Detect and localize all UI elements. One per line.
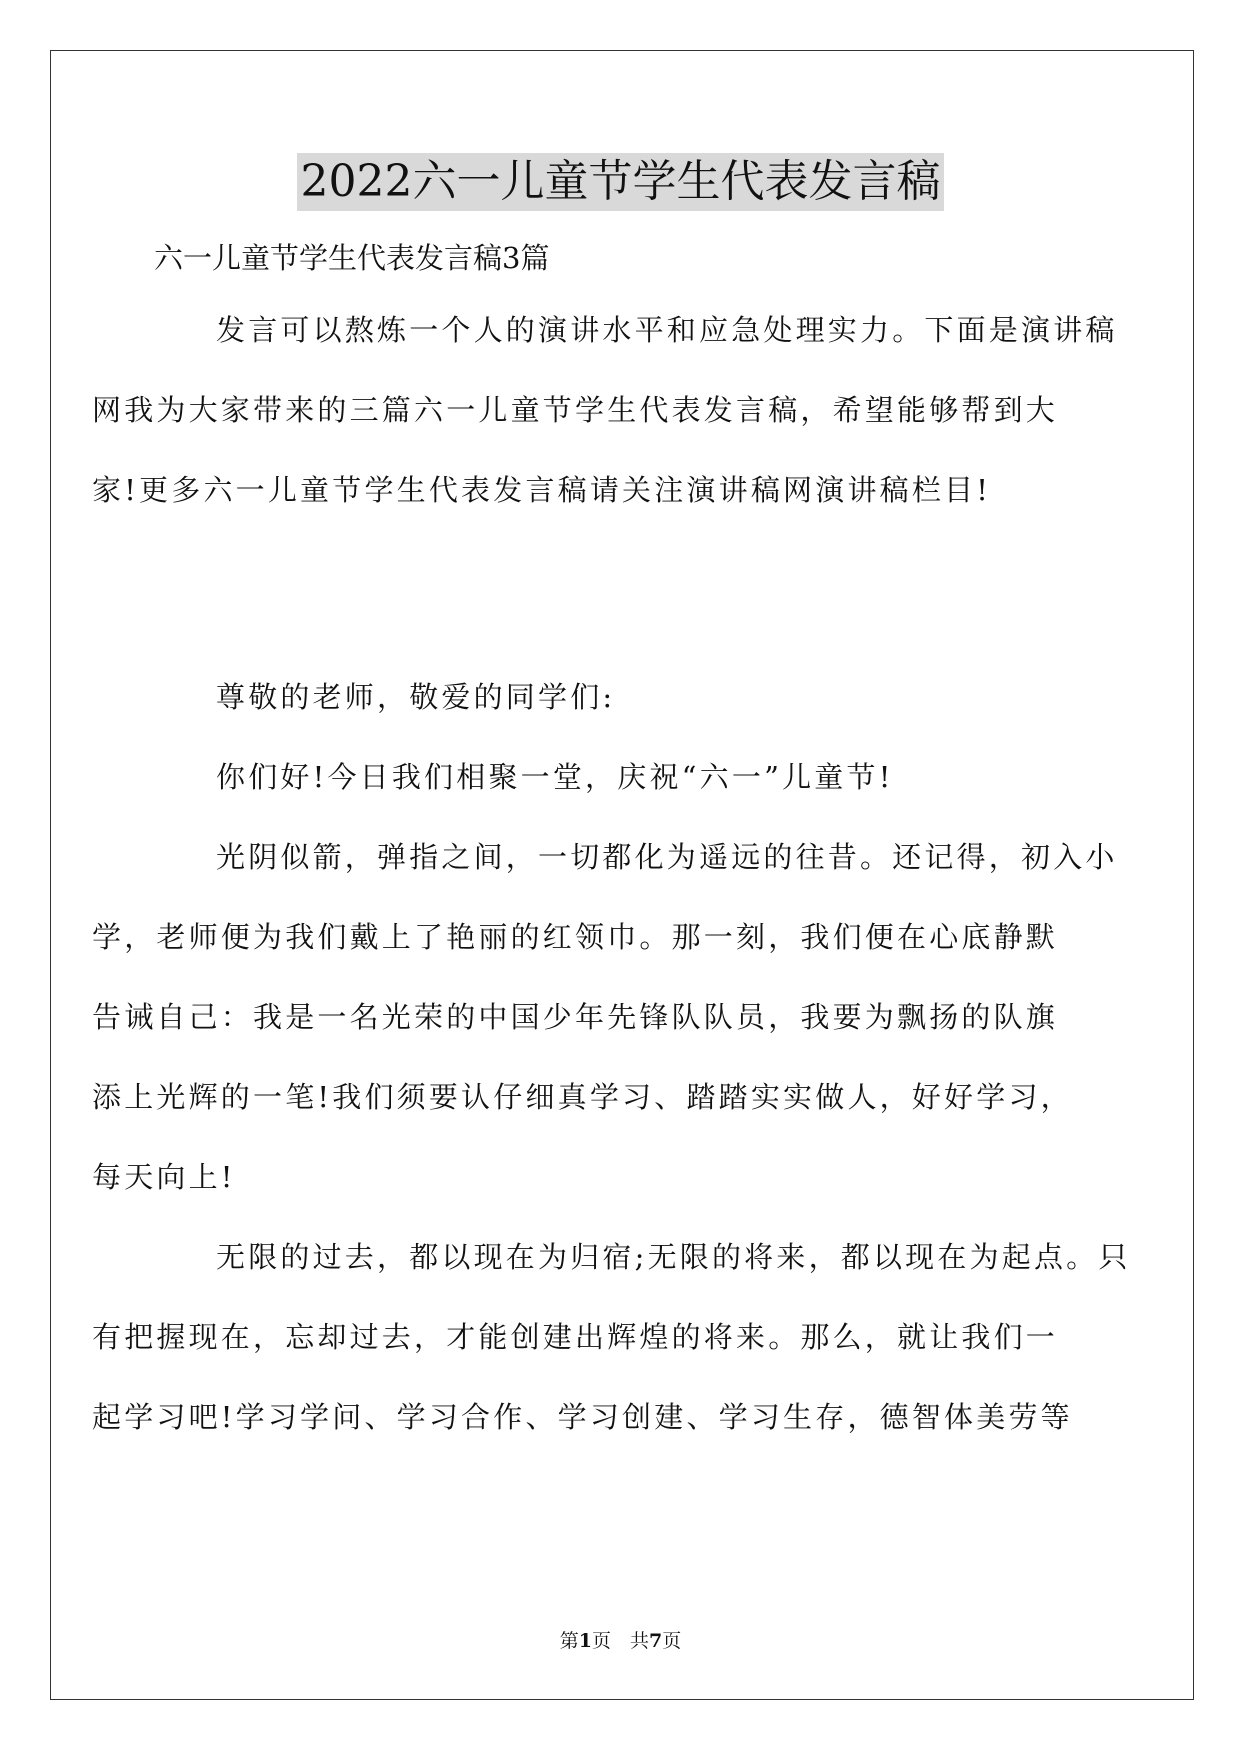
hello-line: 你们好!今日我们相聚一堂，庆祝“六一”儿童节!	[216, 760, 894, 794]
body-line: 添上光辉的一笔!我们须要认仔细真学习、踏踏实实做人，好好学习，	[92, 1080, 1073, 1114]
greeting-paragraph	[154, 657, 1094, 737]
greeting-line: 尊敬的老师，敬爱的同学们:	[216, 680, 616, 714]
intro-paragraph	[92, 290, 1118, 530]
footer-total-pages: 7	[649, 1630, 663, 1652]
body-line: 有把握现在，忘却过去，才能创建出辉煌的将来。那么，就让我们一	[92, 1320, 1059, 1354]
footer-page-number: 1	[578, 1630, 592, 1652]
intro-line: 发言可以熬炼一个人的演讲水平和应急处理实力。下面是演讲稿	[216, 313, 1118, 347]
intro-line: 家!更多六一儿童节学生代表发言稿请关注演讲稿网演讲稿栏目!	[92, 473, 992, 507]
body-line: 每天向上!	[92, 1160, 236, 1194]
body-paragraph-1	[92, 817, 1118, 1217]
footer-suffix: 页	[662, 1630, 682, 1652]
document-subtitle: 六一儿童节学生代表发言稿3篇	[154, 241, 550, 275]
title-container	[0, 153, 1241, 211]
body-line: 无限的过去，都以现在为归宿;无限的将来，都以现在为起点。只	[216, 1240, 1131, 1274]
body-line: 告诫自己：我是一名光荣的中国少年先锋队队员，我要为飘扬的队旗	[92, 1000, 1059, 1034]
body-line: 起学习吧!学习学问、学习合作、学习创建、学习生存，德智体美劳等	[92, 1400, 1073, 1434]
document-title: 2022六一儿童节学生代表发言稿	[297, 153, 945, 211]
page-footer	[0, 1628, 1241, 1654]
body-line: 学，老师便为我们戴上了艳丽的红领巾。那一刻，我们便在心底静默	[92, 920, 1059, 954]
body-paragraph-2	[92, 1217, 1131, 1457]
footer-prefix: 第	[559, 1630, 579, 1652]
hello-paragraph	[154, 737, 1094, 817]
footer-middle: 页 共	[591, 1630, 649, 1652]
body-line: 光阴似箭，弹指之间，一切都化为遥远的往昔。还记得，初入小	[216, 840, 1118, 874]
intro-line: 网我为大家带来的三篇六一儿童节学生代表发言稿，希望能够帮到大	[92, 393, 1059, 427]
